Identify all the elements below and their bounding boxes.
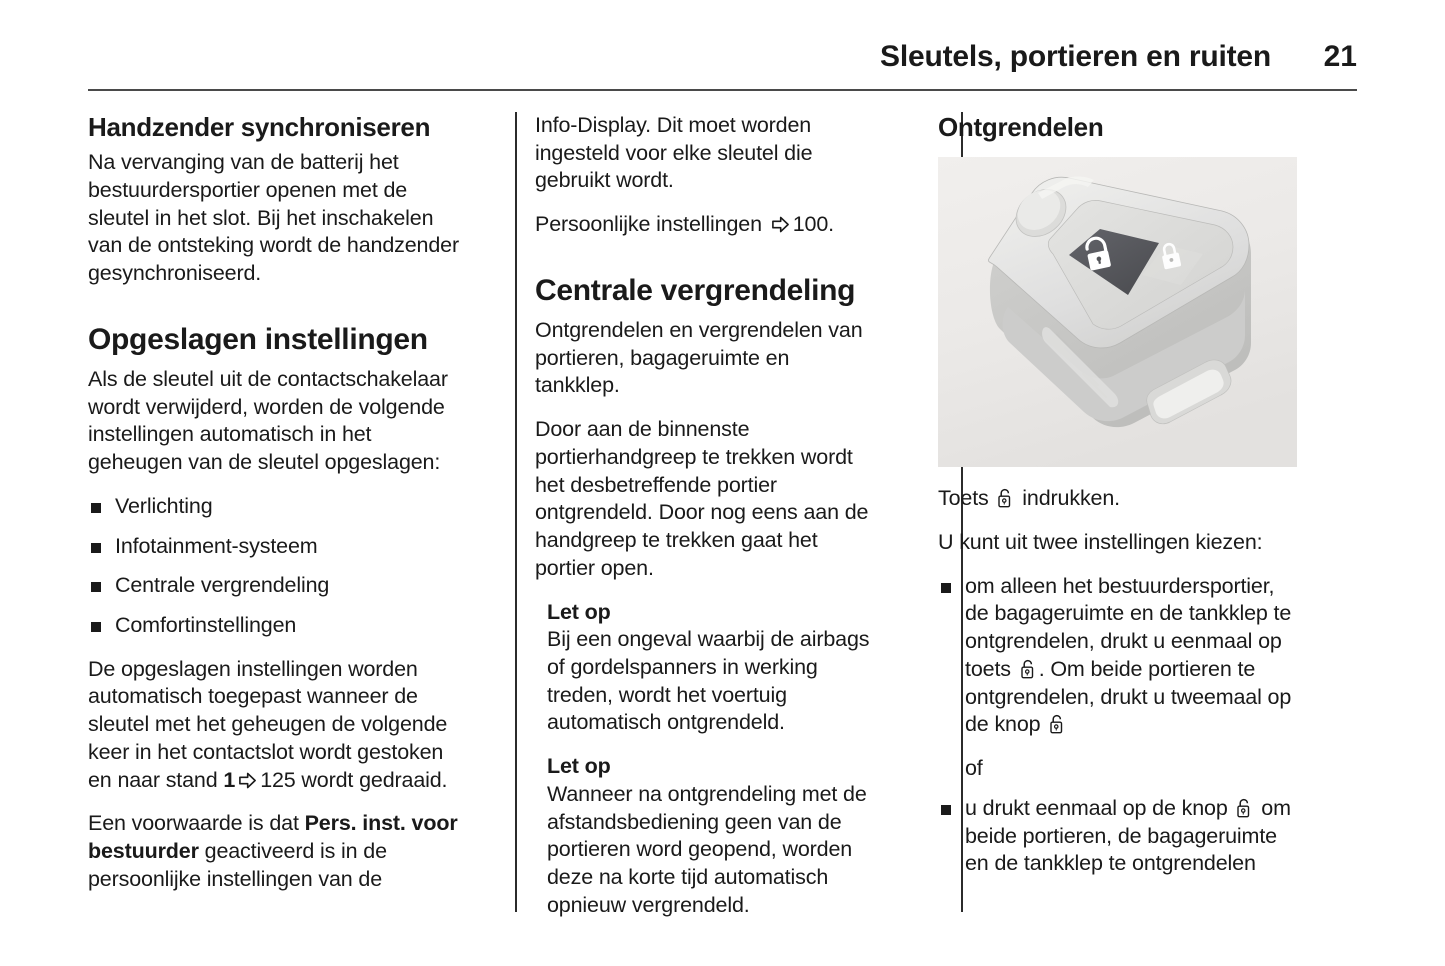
section-title-opgeslagen-instellingen: Opgeslagen instellingen <box>88 322 428 356</box>
list-item <box>938 573 1297 739</box>
crossref-page-100: 100. <box>792 212 834 237</box>
note-title: Let op <box>547 754 611 779</box>
list-item-label: Verlichting <box>115 493 213 518</box>
filled-square-bullet-icon <box>941 583 951 593</box>
list-item-label: Centrale vergrendeling <box>115 573 330 598</box>
open-padlock-icon <box>1020 659 1036 680</box>
crossref-page-125: 125 <box>260 767 296 792</box>
filled-square-bullet-icon <box>941 805 951 815</box>
list-item-label: Infotainment-systeem <box>115 533 318 558</box>
list-unlock-options-alt <box>938 795 1297 878</box>
paragraph-voorwaarde <box>88 810 467 893</box>
column-2 <box>491 112 894 917</box>
list-opgeslagen-instellingen <box>88 493 467 640</box>
paragraph-handzender-synchroniseren: Na vervanging van de batterij het bestuurdersportier openen met de sleutel in het slot. Bij het inschakelen van de ontsteking wordt de handzender gesynchroniseerd. <box>88 150 459 286</box>
section-title-centrale-vergrendeling: Centrale vergrendeling <box>535 273 856 307</box>
page-title: Sleutels, portieren en ruiten <box>880 40 1271 73</box>
column-3 <box>894 112 1297 912</box>
list-item-part-a: om alleen het bestuurdersportier, de bagageruimte en de tankklep te ontgrendelen, drukt u eenmaal op toets <box>965 573 1292 681</box>
header-rule <box>88 89 1357 91</box>
list-unlock-options <box>938 573 1297 739</box>
note-body: Bij een ongeval waarbij de airbags of gordelspanners in werking treden, wordt het voertuig automatisch ontgrendeld. <box>547 627 870 735</box>
key-fob-illustration <box>938 157 1297 467</box>
paragraph-centrale-vergrendeling-2: Door aan de binnenste portierhandgreep te trekken wordt het desbetreffende portier ontgrendeld. Door nog eens aan de handgreep te trekken gaat het portier open. <box>535 417 869 580</box>
list-item <box>88 572 467 600</box>
crossref-label: Persoonlijke instellingen <box>535 212 768 237</box>
filled-square-bullet-icon <box>91 543 101 553</box>
list-item <box>938 795 1297 878</box>
hollow-right-arrow-icon <box>771 214 790 233</box>
section-title-handzender-synchroniseren: Handzender synchroniseren <box>88 112 431 142</box>
list-item-part-b: . Om beide portieren te ontgrendelen, drukt u tweemaal op de knop <box>965 656 1292 737</box>
list-item-label: Comfortinstellingen <box>115 613 297 637</box>
filled-square-bullet-icon <box>91 582 101 592</box>
paragraph-choices-intro: U kunt uit twee instellingen kiezen: <box>938 529 1263 554</box>
column-1 <box>88 112 491 912</box>
filled-square-bullet-icon <box>91 622 101 632</box>
paragraph-opgeslagen-intro: Als de sleutel uit de contactschakelaar wordt verwijderd, worden de volgende instellingen automatisch in het geheugen van de sleutel opgeslagen: <box>88 366 448 475</box>
crossref-persoonlijke-instellingen <box>535 211 870 239</box>
page-header <box>88 22 1357 72</box>
open-padlock-icon <box>1049 714 1065 735</box>
instruction-toets-indrukken <box>938 485 1297 513</box>
paragraph-info-display-continuation: Info-Display. Dit moet worden ingesteld voor elke sleutel die gebruikt wordt. <box>535 113 813 193</box>
list-item <box>88 533 467 561</box>
list-item <box>88 493 467 521</box>
instruction-part-a: Toets <box>938 486 995 511</box>
paragraph-centrale-vergrendeling-1: Ontgrendelen en vergrendelen van portieren, bagageruimte en tankklep. <box>535 317 863 398</box>
content-columns <box>88 112 1357 917</box>
paragraph-toegepast-part-b: wordt gedraaid. <box>295 767 448 792</box>
paragraph-toegepast <box>88 656 467 795</box>
note-relock <box>547 753 870 919</box>
note-airbags <box>547 599 870 738</box>
note-title: Let op <box>547 599 611 624</box>
paragraph-voorwaarde-part-b: geactiveerd is in de persoonlijke instellingen van de <box>88 839 387 891</box>
setting-name-pers-inst-voor-bestuurder: Pers. inst. voor bestuurder <box>88 811 458 864</box>
page-number: 21 <box>1323 40 1357 73</box>
list-item <box>88 612 467 640</box>
paragraph-toegepast-part-a: De opgeslagen instellingen worden automatisch toegepast wanneer de sleutel met het geheugen de volgende keer in het contactslot wordt gestoken en naar stand <box>88 656 448 792</box>
instruction-part-b: indrukken. <box>1016 486 1120 511</box>
filled-square-bullet-icon <box>91 503 101 513</box>
hollow-right-arrow-icon <box>238 770 257 789</box>
list-item-part-b: om beide portieren, de bagageruimte en de tankklep te ontgrendelen <box>965 795 1291 876</box>
stand-value: 1 <box>223 767 236 792</box>
paragraph-voorwaarde-part-a: Een voorwaarde is dat <box>88 811 305 836</box>
open-padlock-icon <box>1236 798 1252 819</box>
alternative-separator-of: of <box>965 756 983 781</box>
open-padlock-icon <box>997 488 1013 509</box>
list-item-part-a: u drukt eenmaal op de knop <box>965 795 1234 820</box>
note-body: Wanneer na ontgrendeling met de afstandsbediening geen van de portieren word geopend, worden deze na korte tijd automatisch opnieuw vergrendeld. <box>547 781 867 917</box>
section-title-ontgrendelen: Ontgrendelen <box>938 112 1104 142</box>
